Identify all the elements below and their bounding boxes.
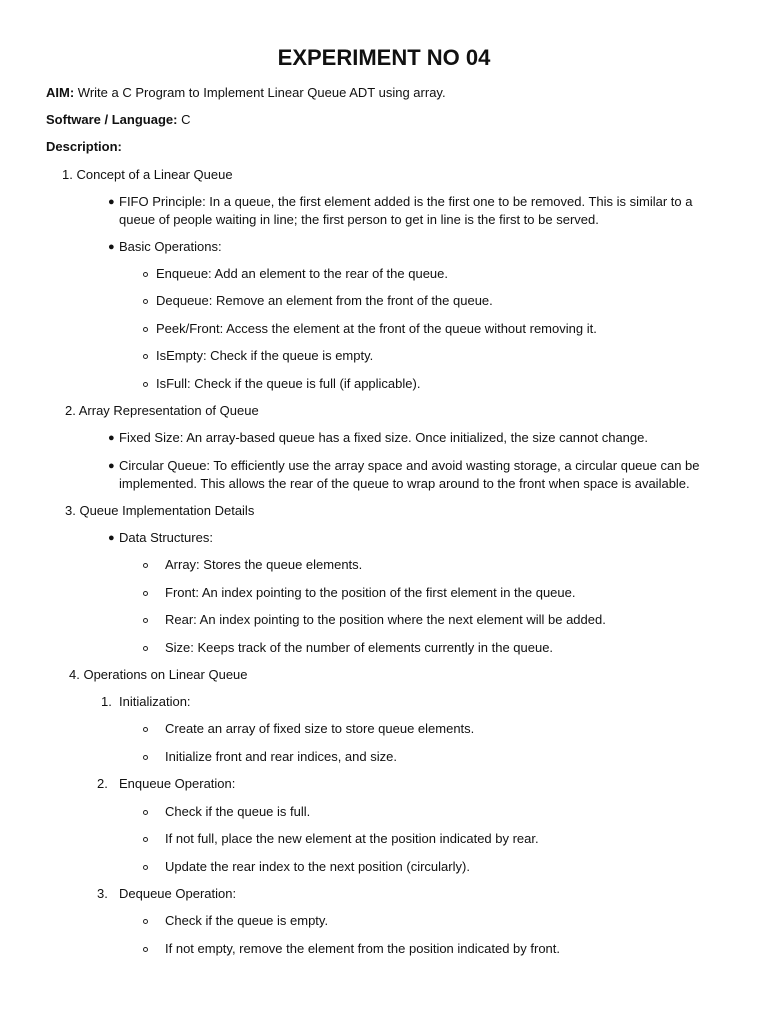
circle-bullet-icon	[143, 327, 148, 332]
software-line	[46, 111, 190, 129]
circle-bullet-icon	[143, 272, 148, 277]
fifo-line-2: queue of people waiting in line; the first person to get in line is the first to be served.	[119, 212, 599, 227]
op-dequeue: Dequeue: Remove an element from the front of the queue.	[156, 293, 493, 308]
section-3-heading: 3. Queue Implementation Details	[65, 503, 255, 518]
circle-bullet-icon	[143, 563, 148, 568]
bullet-icon: ●	[108, 460, 115, 472]
ds-size: Size: Keeps track of the number of elements currently in the queue.	[165, 640, 554, 655]
circle-bullet-icon	[143, 755, 148, 760]
op-enqueue: Enqueue: Add an element to the rear of the queue.	[156, 266, 448, 281]
enqueue-label: Enqueue Operation:	[119, 776, 236, 791]
circle-bullet-icon	[143, 865, 148, 870]
dequeue-label: Dequeue Operation:	[119, 886, 237, 901]
bullet-icon: ●	[108, 196, 115, 208]
init-number: 1.	[101, 694, 112, 709]
init-label: Initialization:	[119, 694, 191, 709]
enqueue-item-1: Check if the queue is full.	[165, 804, 311, 819]
circle-bullet-icon	[143, 354, 148, 359]
circle-bullet-icon	[143, 727, 148, 732]
dequeue-item-2: If not empty, remove the element from the position indicated by front.	[165, 941, 561, 956]
section-1-heading: 1. Concept of a Linear Queue	[62, 167, 233, 182]
circle-bullet-icon	[143, 299, 148, 304]
software-text: C	[181, 112, 191, 127]
aim-text: Write a C Program to Implement Linear Queue ADT using array.	[77, 85, 446, 100]
enqueue-number: 2.	[97, 776, 108, 791]
ds-array: Array: Stores the queue elements.	[165, 557, 363, 572]
fixed-size-text: Fixed Size: An array-based queue has a fixed size. Once initialized, the size cannot change.	[119, 430, 648, 445]
init-item-1: Create an array of fixed size to store queue elements.	[165, 721, 475, 736]
op-isempty: IsEmpty: Check if the queue is empty.	[156, 348, 374, 363]
data-structures-label: Data Structures:	[119, 530, 213, 545]
page-title: EXPERIMENT NO 04	[277, 45, 491, 70]
dequeue-number: 3.	[97, 886, 108, 901]
circle-bullet-icon	[143, 837, 148, 842]
bullet-icon: ●	[108, 532, 115, 544]
basic-operations-label: Basic Operations:	[119, 239, 222, 254]
section-2-heading: 2. Array Representation of Queue	[65, 403, 259, 418]
software-label: Software / Language:	[46, 112, 178, 127]
bullet-icon: ●	[108, 241, 115, 253]
aim-label: AIM:	[46, 85, 75, 100]
enqueue-item-2: If not full, place the new element at the position indicated by rear.	[165, 831, 539, 846]
ds-front: Front: An index pointing to the position of the first element in the queue.	[165, 585, 576, 600]
fifo-line-1: FIFO Principle: In a queue, the first element added is the first one to be removed. This is similar to a	[119, 194, 693, 209]
circle-bullet-icon	[143, 646, 148, 651]
circular-line-1: Circular Queue: To efficiently use the array space and avoid wasting storage, a circular queue can be	[119, 458, 700, 473]
aim-line	[46, 84, 446, 102]
circular-line-2: implemented. This allows the rear of the queue to wrap around to the front when space is available.	[119, 476, 690, 491]
enqueue-item-3: Update the rear index to the next position (circularly).	[165, 859, 470, 874]
circle-bullet-icon	[143, 810, 148, 815]
circle-bullet-icon	[143, 591, 148, 596]
init-item-2: Initialize front and rear indices, and size.	[165, 749, 397, 764]
circle-bullet-icon	[143, 919, 148, 924]
op-peek: Peek/Front: Access the element at the front of the queue without removing it.	[156, 321, 597, 336]
circle-bullet-icon	[143, 382, 148, 387]
ds-rear: Rear: An index pointing to the position where the next element will be added.	[165, 612, 606, 627]
description-label: Description:	[46, 139, 122, 154]
section-4-heading: 4. Operations on Linear Queue	[69, 667, 248, 682]
circle-bullet-icon	[143, 618, 148, 623]
bullet-icon: ●	[108, 432, 115, 444]
circle-bullet-icon	[143, 947, 148, 952]
dequeue-item-1: Check if the queue is empty.	[165, 913, 329, 928]
op-isfull: IsFull: Check if the queue is full (if applicable).	[156, 376, 421, 391]
